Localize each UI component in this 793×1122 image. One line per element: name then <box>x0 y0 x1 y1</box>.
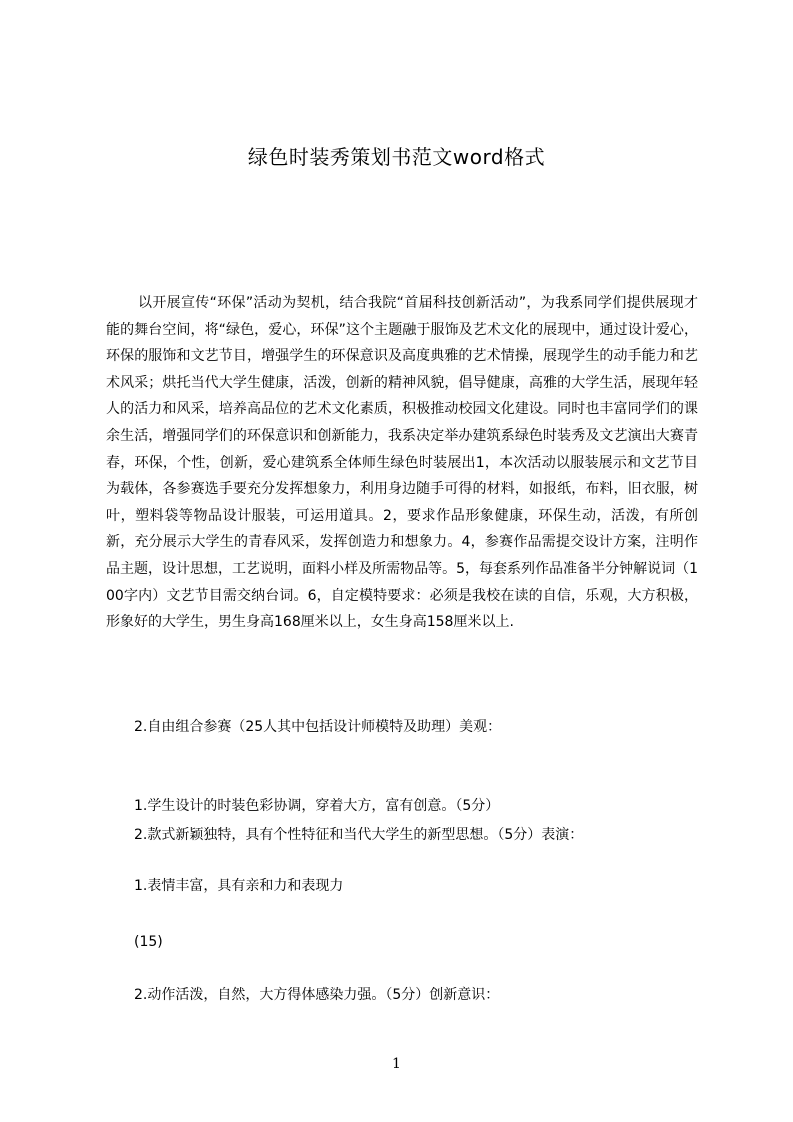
document-title: 绿色时装秀策划书范文word格式 <box>247 145 546 169</box>
criteria-line: 1.表情丰富，具有亲和力和表现力 <box>134 878 344 894</box>
criteria-line: 1.学生设计的时装色彩协调，穿着大方，富有创意。（5分） <box>134 798 500 814</box>
criteria-line: 2.自由组合参赛（25人其中包括设计师模特及助理）美观： <box>134 719 502 735</box>
body-paragraph: 以开展宣传“环保”活动为契机，结合我院“首届科技创新活动”，为我系同学们提供展现才能的舞台空间，将“绿色，爱心，环保”这个主题融于服饰及艺术文化的展现中，通过设计爱心，环保的服饰和文艺节目，增强学生的环保意识及高度典雅的艺术情操，展现学生的动手能力和艺术风采；烘托当代大学生健康，活泼，创新的精神风貌，倡导健康，高雅的大学生活，展现年轻人的活力和风采，培养高品位的艺术文化素质，积极推动校园文化建设。同时也丰富同学们的课余生活，增强同学们的环保意识和创新能力，我系决定举办建筑系绿色时装秀及文艺演出大赛青春，环保，个性，创新，爱心建筑系全体师生绿色时装展出1，本次活动以服装展示和文艺节目为载体，各参赛选手要充分发挥想象力，利用身边随手可得的材料，如报纸，布料，旧衣服，树叶，塑料袋等物品设计服装，可运用道具。2，要求作品形象健康，环保生动，活泼，有所创新，充分展示大学生的青春风采，发挥创造力和想象力。4，参赛作品需提交设计方案，注明作品主题，设计思想，工艺说明，面料小样及所需物品等。5，每套系列作品准备半分钟解说词（100字内）文艺节目需交纳台词。6，自定模特要求：必须是我校在读的自信，乐观，大方积极，形象好的大学生，男生身高168厘米以上，女生身高158厘米以上. <box>106 295 698 631</box>
criteria-line: (15) <box>134 934 163 950</box>
page-number: 1 <box>392 1056 401 1072</box>
criteria-line: 2.动作活泼，自然，大方得体感染力强。（5分）创新意识： <box>134 987 500 1003</box>
criteria-line: 2.款式新颖独特，具有个性特征和当代大学生的新型思想。（5分）表演： <box>134 827 584 843</box>
